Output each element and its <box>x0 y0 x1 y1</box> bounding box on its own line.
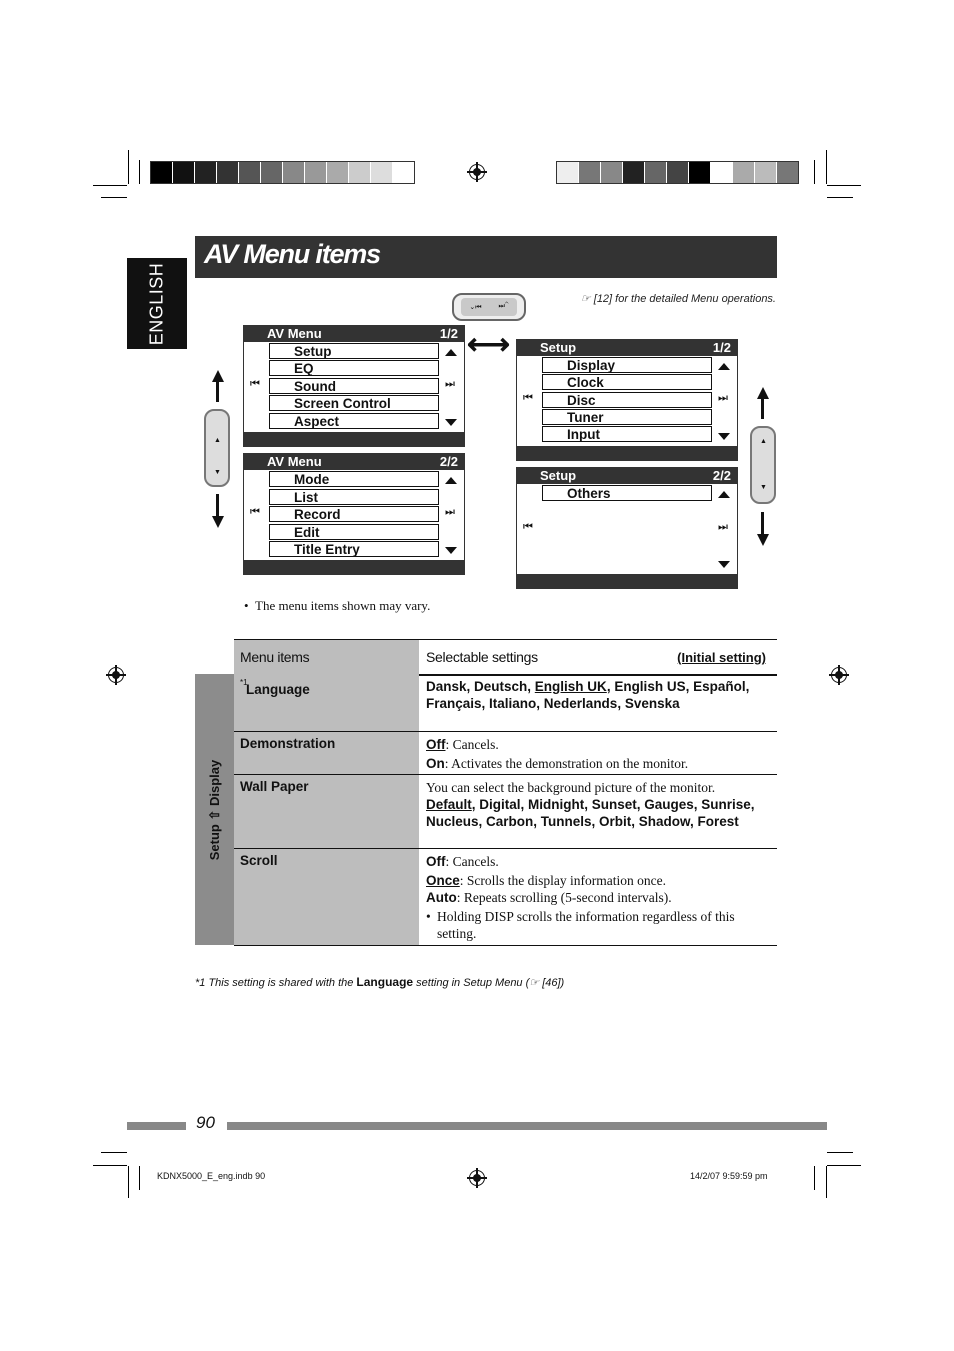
wallpaper-options <box>426 779 771 830</box>
skip-forward-icon[interactable]: ⏭ <box>445 506 455 518</box>
footnote-bold: Language <box>356 975 414 989</box>
crop-mark <box>827 197 853 198</box>
label-wallpaper: Wall Paper <box>240 779 309 794</box>
volume-knob-icon: ▲ ▼ <box>204 409 230 487</box>
screen-footer <box>244 560 464 574</box>
color-bar-left <box>150 161 415 184</box>
scroll-up-icon[interactable] <box>445 349 457 356</box>
scroll-bullet: • Holding DISP scrolls the information regardless of this setting. <box>426 908 771 942</box>
menu-item-title-entry[interactable]: Title Entry <box>269 541 439 557</box>
wallpaper-default: Default <box>426 797 472 812</box>
table-row-wallpaper <box>234 775 777 849</box>
language-options-post: , English US, Español, Français, Italiano, Nederlands, Svenska <box>426 679 750 711</box>
screen-setup-1 <box>516 339 738 461</box>
page-bar-right <box>227 1122 827 1130</box>
page-number: 90 <box>196 1113 215 1132</box>
menu-item-setup[interactable]: Setup <box>269 343 439 359</box>
screen-header <box>517 468 737 484</box>
color-bar-right <box>556 161 799 184</box>
screen-header <box>244 326 464 342</box>
menu-item-tuner[interactable]: Tuner <box>542 409 712 425</box>
table-row-language <box>234 674 777 732</box>
crop-mark <box>128 150 129 184</box>
scroll-auto-key: Auto <box>426 890 457 905</box>
menu-item-record[interactable]: Record <box>269 506 439 522</box>
crop-mark <box>814 160 815 184</box>
page-title: AV Menu items <box>204 239 380 269</box>
table-header <box>234 639 777 676</box>
screen-footer <box>517 574 737 588</box>
registration-mark-icon <box>469 164 485 180</box>
screen-title: Setup <box>540 340 577 355</box>
file-info: KDNX5000_E_eng.indb 90 <box>157 1171 266 1181</box>
scroll-down-icon[interactable] <box>718 561 730 568</box>
crop-mark <box>101 197 127 198</box>
menu-item-list[interactable]: List <box>269 489 439 505</box>
scroll-off-key: Off <box>426 854 446 869</box>
menu-item-others[interactable]: Others <box>542 485 712 501</box>
scroll-up-icon[interactable] <box>718 491 730 498</box>
reference-note: ☞ [12] for the detailed Menu operations. <box>580 293 776 305</box>
scroll-down-icon[interactable] <box>445 547 457 554</box>
screen-footer <box>244 432 464 446</box>
page-bar-left <box>127 1122 186 1130</box>
screen-footer <box>517 446 737 460</box>
menu-item-mode[interactable]: Mode <box>269 471 439 487</box>
header-selectable-settings: Selectable settings <box>426 649 538 665</box>
crop-mark <box>827 1152 853 1153</box>
demo-off-key: Off <box>426 737 446 752</box>
screen-av-menu-1 <box>243 325 465 447</box>
scroll-options <box>426 853 771 942</box>
remote-control-icon <box>452 293 526 321</box>
arrow-shaft <box>761 512 764 534</box>
title-banner <box>195 236 777 278</box>
footnote-pre: *1 This setting is shared with the <box>195 977 357 989</box>
scroll-down-icon[interactable] <box>718 433 730 440</box>
demo-on-key: On <box>426 756 445 771</box>
skip-back-icon[interactable]: ⏮ <box>250 506 260 518</box>
menu-item-screen-control[interactable]: Screen Control <box>269 395 439 411</box>
wallpaper-list: , Digital, Midnight, Sunset, Gauges, Sunrise, Nucleus, Carbon, Tunnels, Orbit, Shadow, Forest <box>426 797 755 829</box>
note-menu-vary: • The menu items shown may vary. <box>244 598 954 614</box>
screen-av-menu-2 <box>243 453 465 575</box>
demo-off-text: : Cancels. <box>445 737 499 752</box>
arrow-down-icon <box>757 534 769 546</box>
screen-header <box>244 454 464 470</box>
menu-item-aspect[interactable]: Aspect <box>269 413 439 429</box>
crop-mark <box>139 160 140 184</box>
scroll-once-key: Once <box>426 873 460 888</box>
screen-title: AV Menu <box>267 454 322 469</box>
footnote-ref: *1 <box>240 678 248 687</box>
scroll-off-text: : Cancels. <box>445 854 499 869</box>
table-row-scroll <box>234 849 777 946</box>
screen-header <box>517 340 737 356</box>
menu-item-eq[interactable]: EQ <box>269 360 439 376</box>
menu-item-disc[interactable]: Disc <box>542 392 712 408</box>
crop-mark <box>826 1166 827 1198</box>
menu-item-input[interactable]: Input <box>542 426 712 442</box>
crop-mark <box>826 150 827 184</box>
arrow-shaft <box>761 397 764 419</box>
date-info: 14/2/07 9:59:59 pm <box>690 1171 768 1181</box>
crop-mark <box>814 1166 815 1190</box>
crop-mark <box>827 1165 861 1166</box>
footnote-post: setting in Setup Menu (☞ [46]) <box>413 977 565 989</box>
remote-label-right: ⏭⌃ <box>498 303 509 310</box>
screen-page: 2/2 <box>712 468 731 483</box>
double-arrow-icon: ⟷ <box>467 328 511 361</box>
skip-forward-icon[interactable]: ⏭ <box>718 521 728 533</box>
arrow-shaft <box>216 380 219 402</box>
footnote <box>195 975 564 989</box>
menu-item-clock[interactable]: Clock <box>542 374 712 390</box>
section-band <box>195 674 234 945</box>
skip-back-icon[interactable]: ⏮ <box>523 521 533 533</box>
scroll-auto-text: : Repeats scrolling (5-second intervals). <box>456 890 672 905</box>
arrow-down-icon <box>212 516 224 528</box>
crop-mark <box>93 185 127 186</box>
header-menu-items: Menu items <box>240 649 310 665</box>
scroll-up-icon[interactable] <box>445 477 457 484</box>
scroll-up-icon[interactable] <box>718 363 730 370</box>
demonstration-options <box>426 736 771 772</box>
arrow-shaft <box>216 494 219 516</box>
crop-mark <box>827 185 861 186</box>
scroll-once-text: : Scrolls the display information once. <box>459 873 666 888</box>
table-row-demonstration <box>234 732 777 775</box>
language-options <box>426 678 771 712</box>
screen-title: AV Menu <box>267 326 322 341</box>
header-initial-setting: (Initial setting) <box>677 650 766 665</box>
screen-page: 1/2 <box>712 340 731 355</box>
remote-label-left: ⌄⏮ <box>469 303 482 311</box>
menu-item-sound[interactable]: Sound <box>269 378 439 394</box>
crop-mark <box>93 1165 127 1166</box>
menu-item-edit[interactable]: Edit <box>269 524 439 540</box>
skip-back-icon[interactable]: ⏮ <box>523 392 533 404</box>
screen-page: 1/2 <box>439 326 458 341</box>
language-tab-label: ENGLISH <box>146 262 167 345</box>
screen-title: Setup <box>540 468 577 483</box>
label-language: Language <box>246 682 310 697</box>
language-default: English UK <box>534 679 607 694</box>
header-menu-items-cell <box>234 640 419 674</box>
language-tab <box>127 258 187 349</box>
registration-mark-icon <box>108 667 124 683</box>
crop-mark <box>139 1166 140 1190</box>
crop-mark <box>101 1152 127 1153</box>
skip-back-icon[interactable]: ⏮ <box>250 378 260 390</box>
screen-page: 2/2 <box>439 454 458 469</box>
language-options-pre: Dansk, Deutsch, <box>426 679 535 694</box>
registration-mark-icon <box>469 1170 485 1186</box>
menu-item-display[interactable]: Display <box>542 357 712 373</box>
demo-on-text: : Activates the demonstration on the monitor. <box>444 756 689 771</box>
label-demonstration: Demonstration <box>240 736 336 751</box>
screen-setup-2 <box>516 467 738 589</box>
volume-knob-icon: ▲ ▼ <box>750 426 776 504</box>
skip-forward-icon[interactable]: ⏭ <box>718 392 728 404</box>
registration-mark-icon <box>831 667 847 683</box>
section-label: Setup ⇧ Display <box>206 759 222 860</box>
scroll-down-icon[interactable] <box>445 419 457 426</box>
label-scroll: Scroll <box>240 853 278 868</box>
crop-mark <box>128 1166 129 1198</box>
wallpaper-desc: You can select the background picture of the monitor. <box>426 780 716 795</box>
skip-forward-icon[interactable]: ⏭ <box>445 378 455 390</box>
